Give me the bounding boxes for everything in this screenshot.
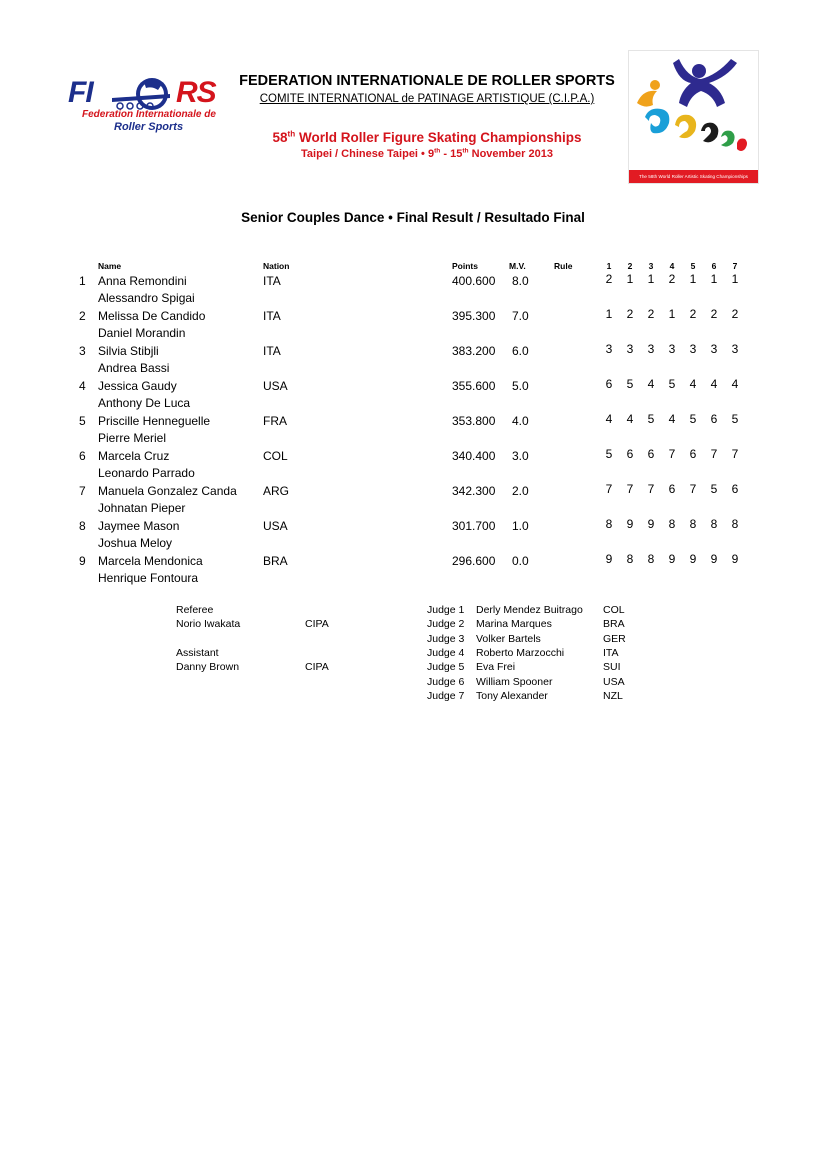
assistant-name: Danny Brown <box>176 661 240 673</box>
col-header-judge-6: 6 <box>711 261 717 271</box>
judge-place-5: 4 <box>689 377 697 391</box>
judge-place-4: 6 <box>668 482 676 496</box>
judge-place-5: 3 <box>689 342 697 356</box>
skater-name-2: Leonardo Parrado <box>98 466 195 480</box>
judge-place-4: 5 <box>668 377 676 391</box>
judge-label: Judge 3 <box>427 633 465 645</box>
judge-place-2: 9 <box>626 517 634 531</box>
judge-place-5: 9 <box>689 552 697 566</box>
rank: 4 <box>79 379 86 393</box>
judge-place-4: 8 <box>668 517 676 531</box>
judge-place-7: 3 <box>731 342 739 356</box>
judge-place-6: 8 <box>710 517 718 531</box>
points: 342.300 <box>452 484 496 498</box>
col-header-judge-5: 5 <box>690 261 696 271</box>
judge-place-4: 7 <box>668 447 676 461</box>
points: 400.600 <box>452 274 496 288</box>
logo-fi-text: FI <box>68 76 93 109</box>
championship-logo <box>628 50 759 184</box>
judge-place-7: 4 <box>731 377 739 391</box>
judge-place-2: 8 <box>626 552 634 566</box>
col-header-judge-2: 2 <box>627 261 633 271</box>
col-header-judge-4: 4 <box>669 261 675 271</box>
judge-name: Marina Marques <box>476 618 552 630</box>
judge-place-4: 2 <box>668 272 676 286</box>
firs-logo <box>64 66 224 136</box>
nation: FRA <box>263 414 287 428</box>
col-header-points: Points <box>452 261 478 271</box>
event-date-suffix-2: th <box>462 147 469 155</box>
judge-place-2: 4 <box>626 412 634 426</box>
judge-place-1: 3 <box>605 342 613 356</box>
skater-name-2: Anthony De Luca <box>98 396 191 410</box>
judge-nation: ITA <box>603 647 619 659</box>
judge-place-6: 1 <box>710 272 718 286</box>
nation: ITA <box>263 309 281 323</box>
judge-place-3: 2 <box>647 307 655 321</box>
logo-rs-text: RS <box>176 76 216 109</box>
judge-place-1: 5 <box>605 447 613 461</box>
judge-place-2: 5 <box>626 377 634 391</box>
judge-place-2: 6 <box>626 447 634 461</box>
judge-place-6: 4 <box>710 377 718 391</box>
judge-place-6: 7 <box>710 447 718 461</box>
judge-nation: USA <box>603 676 625 688</box>
skater-name-2: Joshua Meloy <box>98 536 173 550</box>
mv: 5.0 <box>512 379 529 393</box>
judge-place-1: 8 <box>605 517 613 531</box>
championship-logo-band: The 58th World Roller Artistic Skating Championships <box>629 170 758 183</box>
judge-place-7: 7 <box>731 447 739 461</box>
judge-place-6: 5 <box>710 482 718 496</box>
mv: 2.0 <box>512 484 529 498</box>
assistant-label: Assistant <box>176 647 219 659</box>
assistant-org: CIPA <box>305 661 329 673</box>
points: 296.600 <box>452 554 496 568</box>
nation: USA <box>263 519 288 533</box>
event-title-text: World Roller Figure Skating Championships <box>298 130 582 145</box>
col-header-judge-7: 7 <box>732 261 738 271</box>
judge-place-5: 1 <box>689 272 697 286</box>
col-header-mv: M.V. <box>509 261 526 271</box>
referee-label: Referee <box>176 604 214 616</box>
judge-place-3: 5 <box>647 412 655 426</box>
judge-place-1: 6 <box>605 377 613 391</box>
judge-place-2: 3 <box>626 342 634 356</box>
judge-nation: NZL <box>603 690 623 702</box>
nation: USA <box>263 379 288 393</box>
rank: 8 <box>79 519 86 533</box>
skater-name-2: Henrique Fontoura <box>98 571 199 585</box>
col-header-judge-1: 1 <box>606 261 612 271</box>
judge-place-3: 1 <box>647 272 655 286</box>
judge-place-3: 3 <box>647 342 655 356</box>
judge-place-2: 2 <box>626 307 634 321</box>
skater-name-1: Silvia Stibjli <box>98 344 159 358</box>
judge-name: William Spooner <box>476 676 553 688</box>
judge-place-3: 4 <box>647 377 655 391</box>
event-place-date <box>232 148 622 160</box>
org-title: FEDERATION INTERNATIONALE DE ROLLER SPORTS <box>239 73 615 89</box>
judge-label: Judge 4 <box>427 647 465 659</box>
judge-place-1: 7 <box>605 482 613 496</box>
judge-name: Eva Frei <box>476 661 516 673</box>
mv: 4.0 <box>512 414 529 428</box>
event-number-suffix: th <box>287 129 296 139</box>
event-date-end: November 2013 <box>468 148 553 160</box>
judge-label: Judge 1 <box>427 604 465 616</box>
points: 355.600 <box>452 379 496 393</box>
judge-place-3: 7 <box>647 482 655 496</box>
judge-name: Tony Alexander <box>476 690 548 702</box>
judge-nation: COL <box>603 604 625 616</box>
nation: ARG <box>263 484 290 498</box>
nation: BRA <box>263 554 288 568</box>
points: 395.300 <box>452 309 496 323</box>
referee-org: CIPA <box>305 618 329 630</box>
points: 301.700 <box>452 519 496 533</box>
points: 340.400 <box>452 449 496 463</box>
org-subtitle: COMITE INTERNATIONAL de PATINAGE ARTISTIQUE (C.I.P.A.) <box>259 93 595 105</box>
event-number: 58 <box>272 130 288 145</box>
mv: 6.0 <box>512 344 529 358</box>
skater-name-1: Anna Remondini <box>98 274 187 288</box>
skater-name-1: Manuela Gonzalez Canda <box>98 484 237 498</box>
judge-place-7: 9 <box>731 552 739 566</box>
judge-name: Derly Mendez Buitrago <box>476 604 583 616</box>
event-date-mid: - 15 <box>440 148 463 160</box>
skater-name-2: Johnatan Pieper <box>98 501 186 515</box>
mv: 1.0 <box>512 519 529 533</box>
judge-place-2: 7 <box>626 482 634 496</box>
judge-place-4: 4 <box>668 412 676 426</box>
judge-name: Volker Bartels <box>476 633 541 645</box>
rank: 1 <box>79 274 86 288</box>
result-title: Senior Couples Dance • Final Result / Resultado Final <box>241 210 585 225</box>
judge-place-7: 6 <box>731 482 739 496</box>
col-header-rule: Rule <box>554 261 573 271</box>
rank: 7 <box>79 484 86 498</box>
skater-name-2: Daniel Morandin <box>98 326 186 340</box>
event-place: Taipei / Chinese Taipei • 9 <box>301 148 435 160</box>
skater-name-1: Jessica Gaudy <box>98 379 177 393</box>
rank: 5 <box>79 414 86 428</box>
rank: 9 <box>79 554 86 568</box>
judge-nation: GER <box>603 633 626 645</box>
judge-name: Roberto Marzocchi <box>476 647 565 659</box>
judge-place-7: 1 <box>731 272 739 286</box>
skater-name-2: Andrea Bassi <box>98 361 170 375</box>
referee-name: Norio Iwakata <box>176 618 241 630</box>
skater-name-1: Melissa De Candido <box>98 309 206 323</box>
judge-place-6: 3 <box>710 342 718 356</box>
judge-place-7: 2 <box>731 307 739 321</box>
judge-place-3: 8 <box>647 552 655 566</box>
judge-place-3: 9 <box>647 517 655 531</box>
judge-label: Judge 7 <box>427 690 465 702</box>
skater-name-1: Marcela Cruz <box>98 449 170 463</box>
championship-emblem-icon <box>629 51 758 169</box>
col-header-nation: Nation <box>263 261 290 271</box>
judge-place-5: 6 <box>689 447 697 461</box>
col-header-judge-3: 3 <box>648 261 654 271</box>
mv: 8.0 <box>512 274 529 288</box>
skater-icon <box>108 72 180 112</box>
judge-nation: BRA <box>603 618 625 630</box>
judge-place-4: 1 <box>668 307 676 321</box>
judge-label: Judge 6 <box>427 676 465 688</box>
nation: ITA <box>263 344 281 358</box>
rank: 6 <box>79 449 86 463</box>
judge-place-3: 6 <box>647 447 655 461</box>
judge-place-1: 9 <box>605 552 613 566</box>
judge-place-2: 1 <box>626 272 634 286</box>
judge-place-6: 2 <box>710 307 718 321</box>
skater-name-2: Pierre Meriel <box>98 431 167 445</box>
skater-name-1: Priscille Henneguelle <box>98 414 211 428</box>
judge-place-1: 2 <box>605 272 613 286</box>
nation: COL <box>263 449 288 463</box>
judge-place-5: 8 <box>689 517 697 531</box>
judge-place-1: 1 <box>605 307 613 321</box>
judge-label: Judge 5 <box>427 661 465 673</box>
judge-place-5: 2 <box>689 307 697 321</box>
points: 353.800 <box>452 414 496 428</box>
judge-place-6: 9 <box>710 552 718 566</box>
judge-place-6: 6 <box>710 412 718 426</box>
skater-name-1: Jaymee Mason <box>98 519 180 533</box>
judge-place-1: 4 <box>605 412 613 426</box>
event-title <box>232 130 622 145</box>
judge-place-7: 8 <box>731 517 739 531</box>
logo-line1: Federation Internationale de <box>82 109 216 120</box>
judge-place-4: 9 <box>668 552 676 566</box>
mv: 0.0 <box>512 554 529 568</box>
col-header-name: Name <box>98 261 122 271</box>
rank: 2 <box>79 309 86 323</box>
mv: 7.0 <box>512 309 529 323</box>
mv: 3.0 <box>512 449 529 463</box>
skater-name-2: Alessandro Spigai <box>98 291 195 305</box>
judge-label: Judge 2 <box>427 618 465 630</box>
event-date-suffix-1: th <box>434 147 441 155</box>
skater-name-1: Marcela Mendonica <box>98 554 203 568</box>
judge-place-4: 3 <box>668 342 676 356</box>
judge-place-7: 5 <box>731 412 739 426</box>
points: 383.200 <box>452 344 496 358</box>
judge-nation: SUI <box>603 661 621 673</box>
judge-place-5: 5 <box>689 412 697 426</box>
logo-line2: Roller Sports <box>114 121 184 133</box>
nation: ITA <box>263 274 281 288</box>
rank: 3 <box>79 344 86 358</box>
judge-place-5: 7 <box>689 482 697 496</box>
